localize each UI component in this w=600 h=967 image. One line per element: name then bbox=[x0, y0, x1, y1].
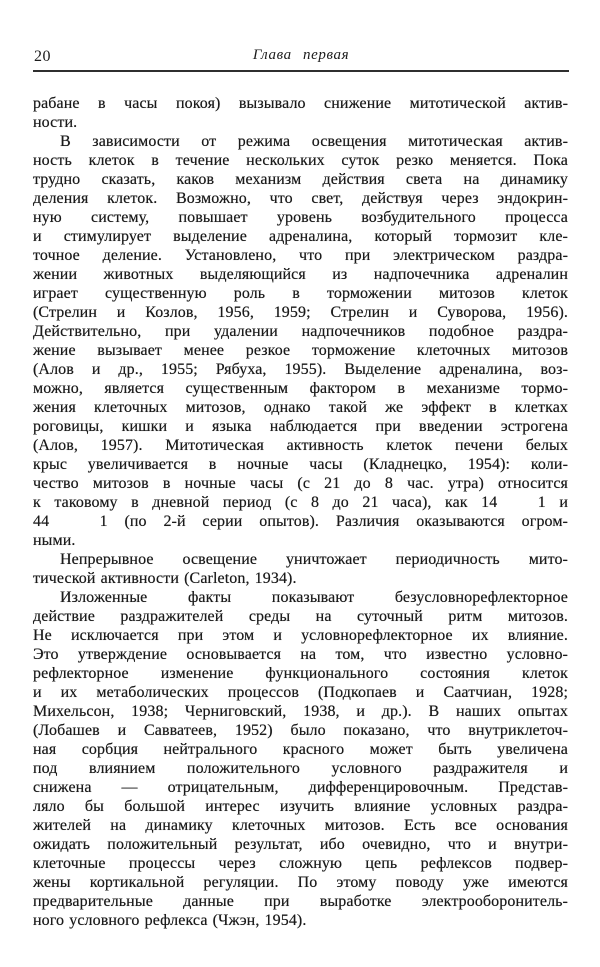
text-line: деления клеток. Возможно, что свет, действуя через эндокрин- bbox=[33, 190, 568, 207]
text-line: играет существенную роль в торможении митозов клеток bbox=[33, 285, 568, 302]
text-line: жены кортикальной регуляции. По этому поводу уже имеются bbox=[33, 874, 568, 891]
text-line: (Лобашев и Савватеев, 1952) было показано, что внутриклеточ- bbox=[33, 722, 568, 739]
text-line: можно, является существенным фактором в механизме тормо- bbox=[33, 380, 568, 397]
text-line: рефлекторное изменение функционального состояния клеток bbox=[33, 665, 568, 682]
text-line: трудно сказать, каков механизм действия света на динамику bbox=[33, 171, 568, 188]
text-line: ности. bbox=[33, 114, 78, 131]
text-line: рабане в часы покоя) вызывало снижение митотической актив- bbox=[33, 95, 568, 112]
text-line: 44 1 (по 2-й серии опытов). Различия оказываются огром- bbox=[33, 513, 568, 530]
text-line: роговицы, кишки и языка наблюдается при введении эстрогена bbox=[33, 418, 568, 435]
text-line: ными. bbox=[33, 532, 76, 549]
text-line: ного условного рефлекса (Чжэн, 1954). bbox=[33, 912, 307, 929]
text-line: В зависимости от режима освещения митотическая актив- bbox=[60, 133, 568, 150]
text-line: снижена — отрицательным, дифференцировочным. Представ- bbox=[33, 779, 568, 796]
text-line: Не исключается при этом и условнорефлекторное их влияние. bbox=[33, 627, 568, 644]
text-line: клеточные процессы через сложную цепь рефлексов подвер- bbox=[33, 855, 568, 872]
page-number: 20 bbox=[34, 48, 51, 65]
text-line: предварительные данные при выработке электрооборонитель- bbox=[33, 893, 568, 910]
header-rule bbox=[33, 70, 569, 72]
text-line: Изложенные факты показывают безусловнорефлекторное bbox=[60, 589, 568, 606]
text-line: (Стрелин и Козлов, 1956, 1959; Стрелин и Суворова, 1956). bbox=[33, 304, 568, 321]
text-line: жителей на динамику клеточных митозов. Есть все основания bbox=[33, 817, 568, 834]
page-header bbox=[33, 47, 569, 67]
text-line: Это утверждение основывается на том, что известно условно- bbox=[33, 646, 568, 663]
text-line: ожидать положительный результат, ибо очевидно, что и внутри- bbox=[33, 836, 568, 853]
text-line: (Алов, 1957). Митотическая активность клеток печени белых bbox=[33, 437, 568, 454]
text-line: Михельсон, 1938; Черниговский, 1938, и др.). В наших опытах bbox=[33, 703, 568, 720]
text-line: (Алов и др., 1955; Рябуха, 1955). Выделение адреналина, воз- bbox=[33, 361, 568, 378]
page-body bbox=[33, 94, 568, 930]
text-line: ность клеток в течение нескольких суток резко меняется. Пока bbox=[33, 152, 568, 169]
text-line: действие раздражителей среды на суточный ритм митозов. bbox=[33, 608, 568, 625]
text-line: чество митозов в ночные часы (с 21 до 8 час. утра) относится bbox=[33, 475, 568, 492]
text-line: жение вызывает менее резкое торможение клеточных митозов bbox=[33, 342, 568, 359]
text-line: Непрерывное освещение уничтожает периодичность мито- bbox=[60, 551, 568, 568]
text-line: ляло бы большой интерес изучить влияние условных раздра- bbox=[33, 798, 568, 815]
text-line: к таковому в дневной период (с 8 до 21 часа), как 14 1 и bbox=[33, 494, 568, 511]
text-line: тической активности (Carleton, 1934). bbox=[33, 570, 297, 587]
text-line: жении животных выделяющийся из надпочечника адреналин bbox=[33, 266, 568, 283]
text-line: ная сорбция нейтрального красного может быть увеличена bbox=[33, 741, 568, 758]
text-line: под влиянием положительного условного раздражителя и bbox=[33, 760, 568, 777]
text-line: точное деление. Установлено, что при электрическом раздра- bbox=[33, 247, 568, 264]
text-line: ную систему, повышает уровень возбудительного процесса bbox=[33, 209, 568, 226]
text-line: крыс увеличивается в ночные часы (Кладнецко, 1954): коли- bbox=[33, 456, 568, 473]
text-line: жения клеточных митозов, однако такой же эффект в клетках bbox=[33, 399, 568, 416]
running-title: Глава первая bbox=[252, 47, 350, 63]
text-line: и их метаболических процессов (Подкопаев и Саатчиан, 1928; bbox=[33, 684, 568, 701]
text-line: Действительно, при удалении надпочечников подобное раздра- bbox=[33, 323, 568, 340]
text-line: и стимулирует выделение адреналина, который тормозит кле- bbox=[33, 228, 568, 245]
